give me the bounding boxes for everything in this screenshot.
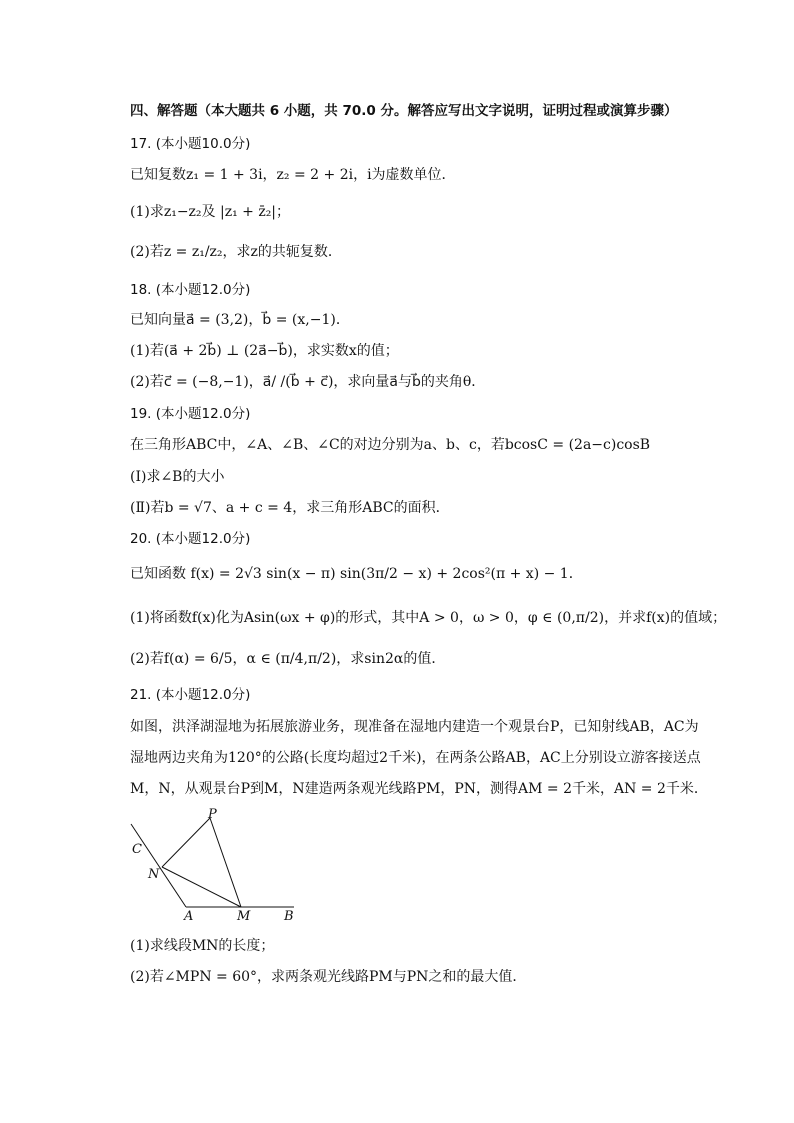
question-20-line-3: (2)若f(α) = 6/5，α ∈ (π/4,π/2)，求sin2α的值．	[130, 651, 446, 667]
ray-ac	[131, 824, 186, 907]
question-21-line-3: M，N，从观景台P到M，N建造两条观光线路PM，PN，测得AM = 2千米，AN = 2千米．	[130, 781, 708, 797]
question-20-line-2: (1)将函数f(x)化为Asin(ωx + φ)的形式，其中A > 0，ω > 0，φ ∈ (0,π/2)，并求f(x)的值域；	[130, 610, 727, 626]
question-20-head: 20. (本小题12.0分)	[130, 531, 251, 547]
question-21-line-5: (2)若∠MPN = 60°，求两条观光线路PM与PN之和的最大值．	[130, 969, 527, 985]
label-a: A	[184, 909, 194, 924]
question-21-head: 21. (本小题12.0分)	[130, 687, 251, 703]
question-17-line-3: (2)若z = z₁/z₂，求z的共轭复数．	[130, 244, 342, 260]
question-21-line-1: 如图，洪泽湖湿地为拓展旅游业务，现准备在湿地内建造一个观景台P，已知射线AB，AC为	[130, 719, 699, 735]
segment-pn	[162, 818, 210, 867]
label-c: C	[132, 842, 142, 857]
question-20-line-1: 已知函数 f(x) = 2√3 sin(x − π) sin(3π/2 − x) + 2cos²(π + x) − 1．	[130, 566, 583, 582]
section-title: 四、解答题（本大题共 6 小题，共 70.0 分。解答应写出文字说明，证明过程或演算步骤）	[130, 103, 678, 119]
question-19-line-3: (Ⅱ)若b = √7、a + c = 4，求三角形ABC的面积．	[130, 500, 450, 516]
question-18-head: 18. (本小题12.0分)	[130, 282, 251, 298]
question-19-line-1: 在三角形ABC中，∠A、∠B、∠C的对边分别为a、b、c，若bcosC = (2a−c)cosB	[130, 437, 651, 453]
label-p: P	[208, 807, 217, 822]
label-n: N	[148, 867, 160, 882]
label-m: M	[237, 909, 251, 924]
question-18-line-1: 已知向量a⃗ = (3,2)，b⃗ = (x,−1)．	[130, 312, 350, 328]
question-17-line-2: (1)求z₁−z₂及 |z₁ + z̄₂|；	[130, 204, 291, 220]
geometry-figure	[126, 806, 302, 924]
question-19-line-2: (Ⅰ)求∠B的大小	[130, 469, 225, 485]
question-17-head: 17. (本小题10.0分)	[130, 136, 251, 152]
label-b: B	[284, 909, 294, 924]
question-19-head: 19. (本小题12.0分)	[130, 406, 251, 422]
question-18-line-3: (2)若c⃗ = (−8,−1)，a⃗/ /(b⃗ + c⃗)，求向量a⃗与b⃗的夹角θ．	[130, 374, 486, 390]
question-18-line-2: (1)若(a⃗ + 2b⃗) ⊥ (2a⃗−b⃗)，求实数x的值；	[130, 343, 399, 359]
question-17-line-1: 已知复数z₁ = 1 + 3i，z₂ = 2 + 2i，i为虚数单位．	[130, 167, 456, 183]
question-21-line-2: 湿地两边夹角为120°的公路(长度均超过2千米)，在两条公路AB，AC上分别设立游客接送点	[130, 750, 701, 766]
question-21-line-4: (1)求线段MN的长度；	[130, 938, 275, 954]
